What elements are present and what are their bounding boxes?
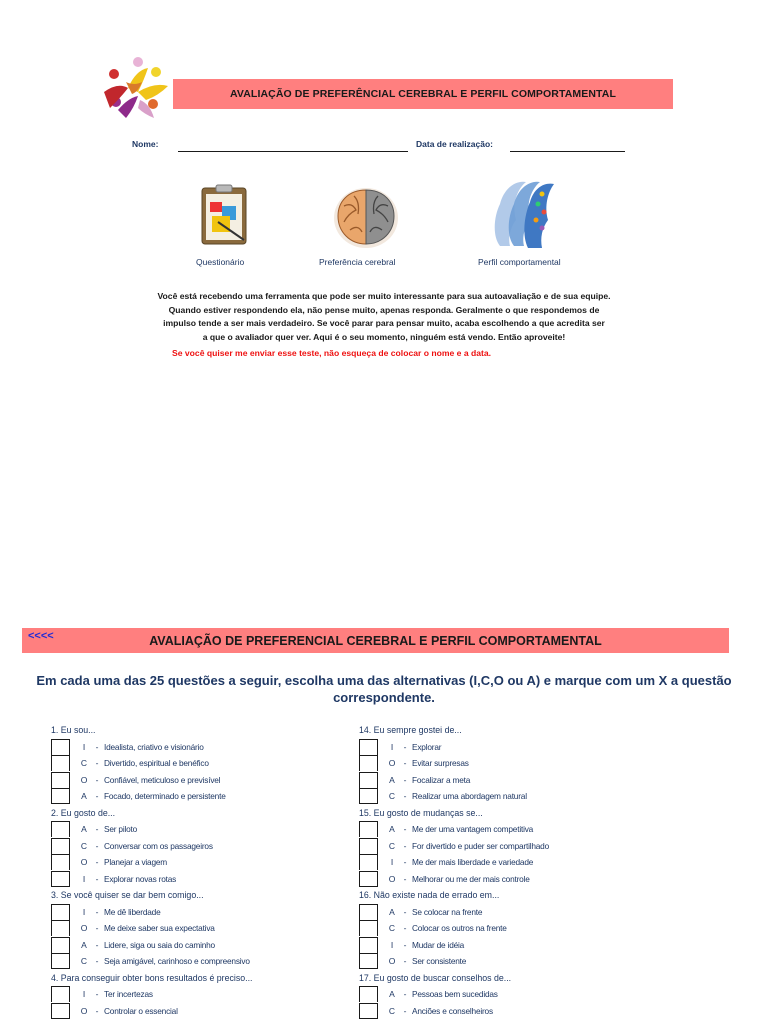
intro-text [110,290,658,344]
answer-checkbox[interactable] [359,920,378,936]
answer-checkbox[interactable] [359,755,378,771]
options [51,904,381,970]
questions-right [359,722,689,1019]
option-text: Colocar os outros na frente [412,923,507,934]
option-text: Explorar novas rotas [104,873,177,884]
option-text: Melhorar ou me der mais controle [412,873,530,884]
option-letter: A [81,791,87,802]
options [51,821,381,887]
name-label: Nome: [132,139,159,149]
option: A - Se colocar na frente [359,904,689,921]
answer-checkbox[interactable] [359,838,378,854]
intro-line: impulso tende a ser mais verdadeiro. Se você parar para pensar muito, acaba escolhendo a que acredita ser [163,318,605,328]
intro-line: a que o avaliador quer ver. Aqui é o seu momento, ninguém está vendo. Então aproveite! [202,331,566,342]
answer-checkbox[interactable] [359,904,378,920]
option-letter: I [390,741,394,752]
option-letter: O [80,923,88,934]
answer-checkbox[interactable] [51,755,70,771]
option-text: Me dê liberdade [104,906,161,917]
date-field[interactable] [510,151,625,152]
question-title: 15. Eu gosto de mudanças se... [359,807,483,818]
send-note: Se você quiser me enviar esse teste, não esqueça de colocar o nome e a data. [172,348,492,358]
option-text: Seja amigável, carinhoso e compreensivo [104,956,250,967]
option-text: Me der uma vantagem competitiva [412,824,534,835]
options [359,986,689,1019]
question-title: 1. Eu sou... [51,725,96,735]
option-text: Confiável, meticuloso e previsível [104,774,221,785]
option-letter: O [388,956,396,967]
question [359,970,689,1020]
answer-checkbox[interactable] [51,871,70,887]
option-letter: O [80,774,88,785]
option: C - Divertido, espiritual e benéfico [51,755,381,772]
brain-preference-caption: Preferência cerebral [319,257,396,267]
option-text: For divertido e puder ser compartilhado [412,840,550,851]
option-text: Me deixe saber sua expectativa [104,923,215,934]
instructions: Em cada uma das 25 questões a seguir, escolha uma das alternativas (I,C,O ou A) e marque com um X a questão correspondente. [36,673,732,705]
option: I - Explorar novas rotas [51,871,381,888]
option-letter: O [388,758,396,769]
option-text: Explorar [412,741,442,752]
option-letter: I [82,741,86,752]
option: O - Ser consistente [359,953,689,970]
answer-checkbox[interactable] [359,871,378,887]
question-title: 4. Para conseguir obter bons resultados é preciso... [51,972,253,983]
option: O - Controlar o essencial [51,1003,381,1020]
question [51,722,381,805]
answer-checkbox[interactable] [359,986,378,1002]
option: C - Seja amigável, carinhoso e compreensivo [51,953,381,970]
answer-checkbox[interactable] [51,986,70,1002]
option-text: Conversar com os passageiros [104,840,213,851]
option: O - Melhorar ou me der mais controle [359,871,689,888]
option: O - Confiável, meticuloso e previsível [51,772,381,789]
option-text: Focalizar a meta [412,774,471,785]
answer-checkbox[interactable] [359,821,378,837]
option-text: Evitar surpresas [412,758,469,769]
clipboard-icon [192,182,264,254]
intro-line: Quando estiver respondendo ela, não pense muito, apenas responda. Geralmente o que respondemos de [168,304,600,315]
option-text: Me der mais liberdade e variedade [412,857,534,868]
option: I - Idealista, criativo e visionário [51,739,381,756]
intro-line: Você está recebendo uma ferramenta que pode ser muito interessante para sua autoavaliação e de sua equipe. [157,291,611,301]
option-letter: O [80,1005,88,1016]
option-text: Mudar de idéia [412,939,465,950]
question [359,805,689,888]
options [359,821,689,887]
answer-checkbox[interactable] [51,953,70,969]
options [51,739,381,805]
heads-profile-icon [486,176,558,248]
option-text: Controlar o essencial [104,1005,178,1016]
option: A - Ser piloto [51,821,381,838]
option: C - For divertido e puder ser compartilhado [359,838,689,855]
option-letter: C [80,956,88,967]
answer-checkbox[interactable] [51,788,70,804]
answer-checkbox[interactable] [51,739,70,755]
answer-checkbox[interactable] [51,1003,70,1019]
options [359,904,689,970]
option-text: Ser piloto [104,824,138,835]
option-text: Pessoas bem sucedidas [412,989,498,1000]
answer-checkbox[interactable] [51,854,70,870]
question-title: 2. Eu gosto de... [51,807,116,818]
option: A - Me der uma vantagem competitiva [359,821,689,838]
option-letter: C [388,791,396,802]
answer-checkbox[interactable] [51,920,70,936]
option: O - Evitar surpresas [359,755,689,772]
answer-checkbox[interactable] [359,788,378,804]
option: O - Planejar a viagem [51,854,381,871]
question [51,805,381,888]
page-title-2: AVALIAÇÃO DE PREFERENCIAL CEREBRAL E PERFIL COMPORTAMENTAL [149,633,602,648]
option-letter: A [81,824,87,835]
answer-checkbox[interactable] [359,854,378,870]
option-letter: I [82,873,86,884]
option-letter: I [390,939,394,950]
option-letter: A [389,824,395,835]
option-letter: A [389,906,395,917]
answer-checkbox[interactable] [359,937,378,953]
option-letter: C [388,1005,396,1016]
date-label: Data de realização: [416,139,494,149]
option-letter: I [82,906,86,917]
questionnaire-caption: Questionário [196,257,245,267]
option-text: Lidere, siga ou saia do caminho [104,939,215,950]
option-letter: C [388,840,396,851]
question-title: 17. Eu gosto de buscar conselhos de... [359,972,512,983]
brain-icon [330,182,402,254]
option-text: Divertido, espiritual e benéfico [104,758,209,769]
answer-checkbox[interactable] [51,838,70,854]
option-letter: A [389,774,395,785]
questions-left [51,722,381,1019]
option: C - Conversar com os passageiros [51,838,381,855]
page-title: AVALIAÇÃO DE PREFERÊNCIAL CEREBRAL E PERFIL COMPORTAMENTAL [173,79,673,109]
logo [98,52,172,122]
back-link[interactable]: <<<< [28,630,54,642]
option-text: Idealista, criativo e visionário [104,741,204,752]
answer-checkbox[interactable] [359,953,378,969]
option: C - Anciões e conselheiros [359,1003,689,1020]
option: I - Explorar [359,739,689,756]
logo-figures [104,57,168,118]
question-title: 14. Eu sempre gostei de... [359,725,462,735]
option-letter: I [82,989,86,1000]
option: A - Focalizar a meta [359,772,689,789]
option-letter: I [390,857,394,868]
option-letter: O [388,873,396,884]
answer-checkbox[interactable] [359,1003,378,1019]
option: C - Realizar uma abordagem natural [359,788,689,805]
option-text: Realizar uma abordagem natural [412,791,527,802]
option-letter: A [389,989,395,1000]
option-letter: O [80,857,88,868]
answer-checkbox[interactable] [51,937,70,953]
answer-checkbox[interactable] [51,904,70,920]
answer-checkbox[interactable] [359,772,378,788]
question [51,887,381,970]
option-letter: A [81,939,87,950]
option-letter: C [388,923,396,934]
option-letter: C [80,758,88,769]
question [51,970,381,1020]
option: A - Pessoas bem sucedidas [359,986,689,1003]
option-text: Ter incertezas [104,989,153,1000]
option: I - Ter incertezas [51,986,381,1003]
option: I - Me dê liberdade [51,904,381,921]
answer-checkbox[interactable] [51,821,70,837]
option: I - Mudar de idéia [359,937,689,954]
answer-checkbox[interactable] [51,772,70,788]
option-text: Se colocar na frente [412,906,483,917]
question [359,887,689,970]
option: A - Focado, determinado e persistente [51,788,381,805]
question-title: 3. Se você quiser se dar bem comigo... [51,890,204,900]
option-letter: C [80,840,88,851]
option: I - Me der mais liberdade e variedade [359,854,689,871]
option-text: Anciões e conselheiros [412,1005,493,1016]
options [51,986,381,1019]
answer-checkbox[interactable] [359,739,378,755]
question [359,722,689,805]
question-title: 16. Não existe nada de errado em... [359,890,500,900]
name-field[interactable] [178,151,408,152]
option: C - Colocar os outros na frente [359,920,689,937]
option-text: Planejar a viagem [104,857,168,868]
option: O - Me deixe saber sua expectativa [51,920,381,937]
option: A - Lidere, siga ou saia do caminho [51,937,381,954]
options [359,739,689,805]
option-text: Ser consistente [412,956,467,967]
option-text: Focado, determinado e persistente [104,791,226,802]
behavior-profile-caption: Perfil comportamental [478,257,561,267]
